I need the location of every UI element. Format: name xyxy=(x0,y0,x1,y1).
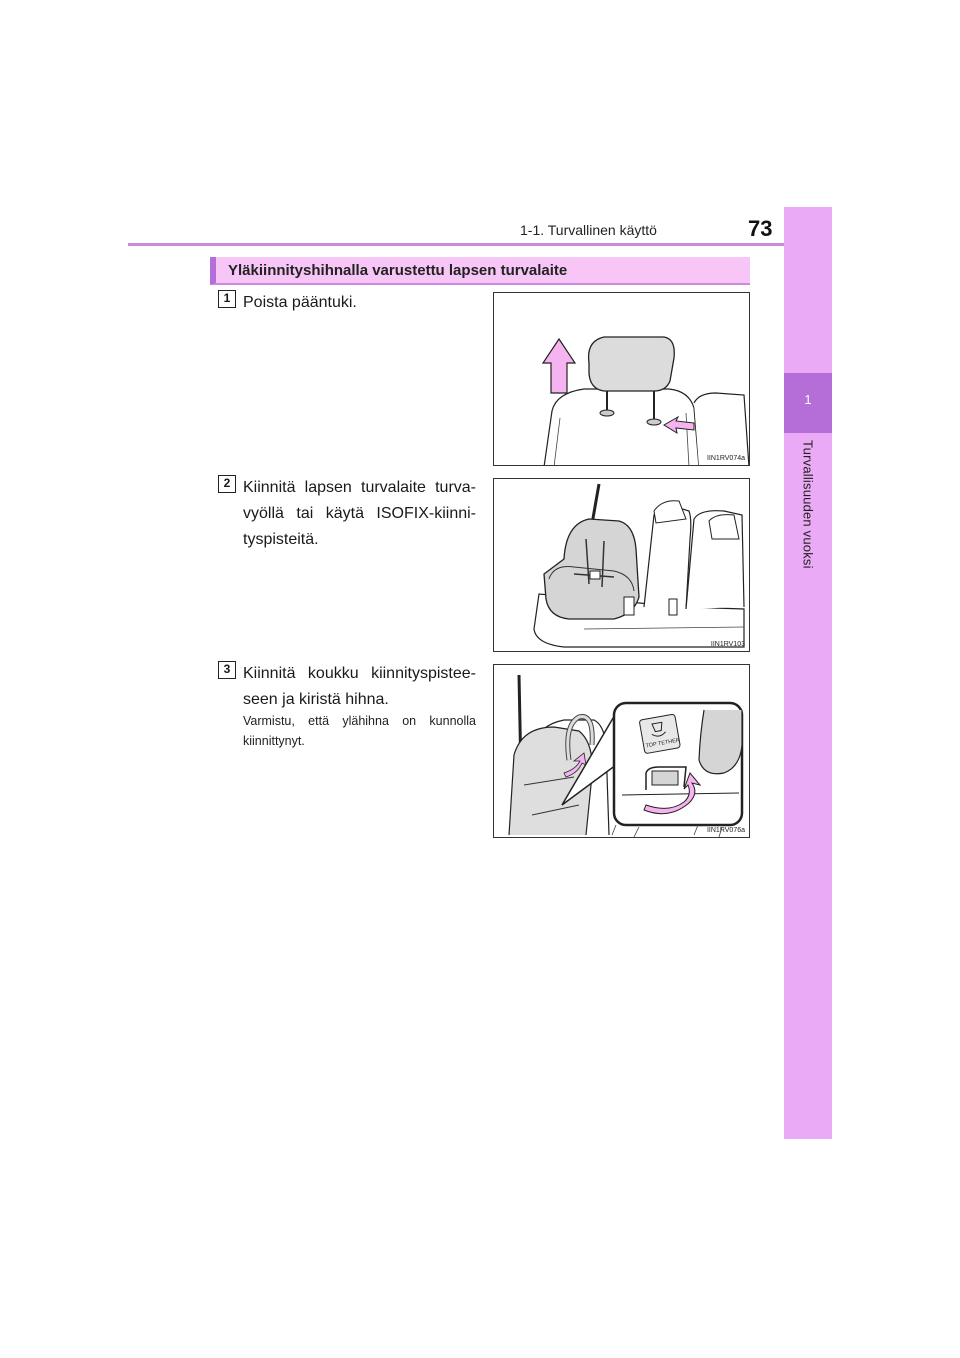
lift-arrow-icon xyxy=(543,339,575,393)
tether-label-text: TOP TETHER xyxy=(645,737,681,750)
step-number-3: 3 xyxy=(218,661,236,679)
step-text-3: Kiinnitä koukku kiinnityspistee-seen ja kiristä hihna. xyxy=(243,665,476,708)
chapter-tab-strip xyxy=(784,207,832,1139)
header-rule xyxy=(128,243,832,246)
figure-headrest-removal xyxy=(493,292,750,466)
chapter-title-container xyxy=(784,440,832,640)
step-number-1: 1 xyxy=(218,290,236,308)
page-number: 73 xyxy=(748,216,773,241)
figure-code-2: IIN1RV103 xyxy=(710,641,745,648)
headrest-illustration xyxy=(494,293,750,466)
step-text-1: Poista pääntuki. xyxy=(243,294,357,311)
child-seat-illustration xyxy=(494,479,750,652)
top-tether-illustration xyxy=(494,665,750,838)
section-heading: Yläkiinnityshihnalla varustettu lapsen turvalaite xyxy=(228,262,568,279)
figure-child-seat-installation xyxy=(493,478,750,652)
section-heading-bar xyxy=(210,257,750,285)
step-text-2: Kiinnitä lapsen turvalaite turva-vyöllä tai käytä ISOFIX-kiinni-tyspisteitä. xyxy=(243,479,476,548)
figure-top-tether-attachment xyxy=(493,664,750,838)
step-note-3: Varmistu, että ylähihna on kunnolla kiinnittynyt. xyxy=(243,714,476,748)
figure-code-3: IIN1RV076a xyxy=(706,827,745,834)
figure-code-1: IIN1RV074a xyxy=(706,455,745,462)
section-reference: 1-1. Turvallinen käyttö xyxy=(520,222,657,238)
step-number-2: 2 xyxy=(218,475,236,493)
chapter-number: 1 xyxy=(804,392,812,407)
chapter-title: Turvallisuuden vuoksi xyxy=(800,440,816,569)
